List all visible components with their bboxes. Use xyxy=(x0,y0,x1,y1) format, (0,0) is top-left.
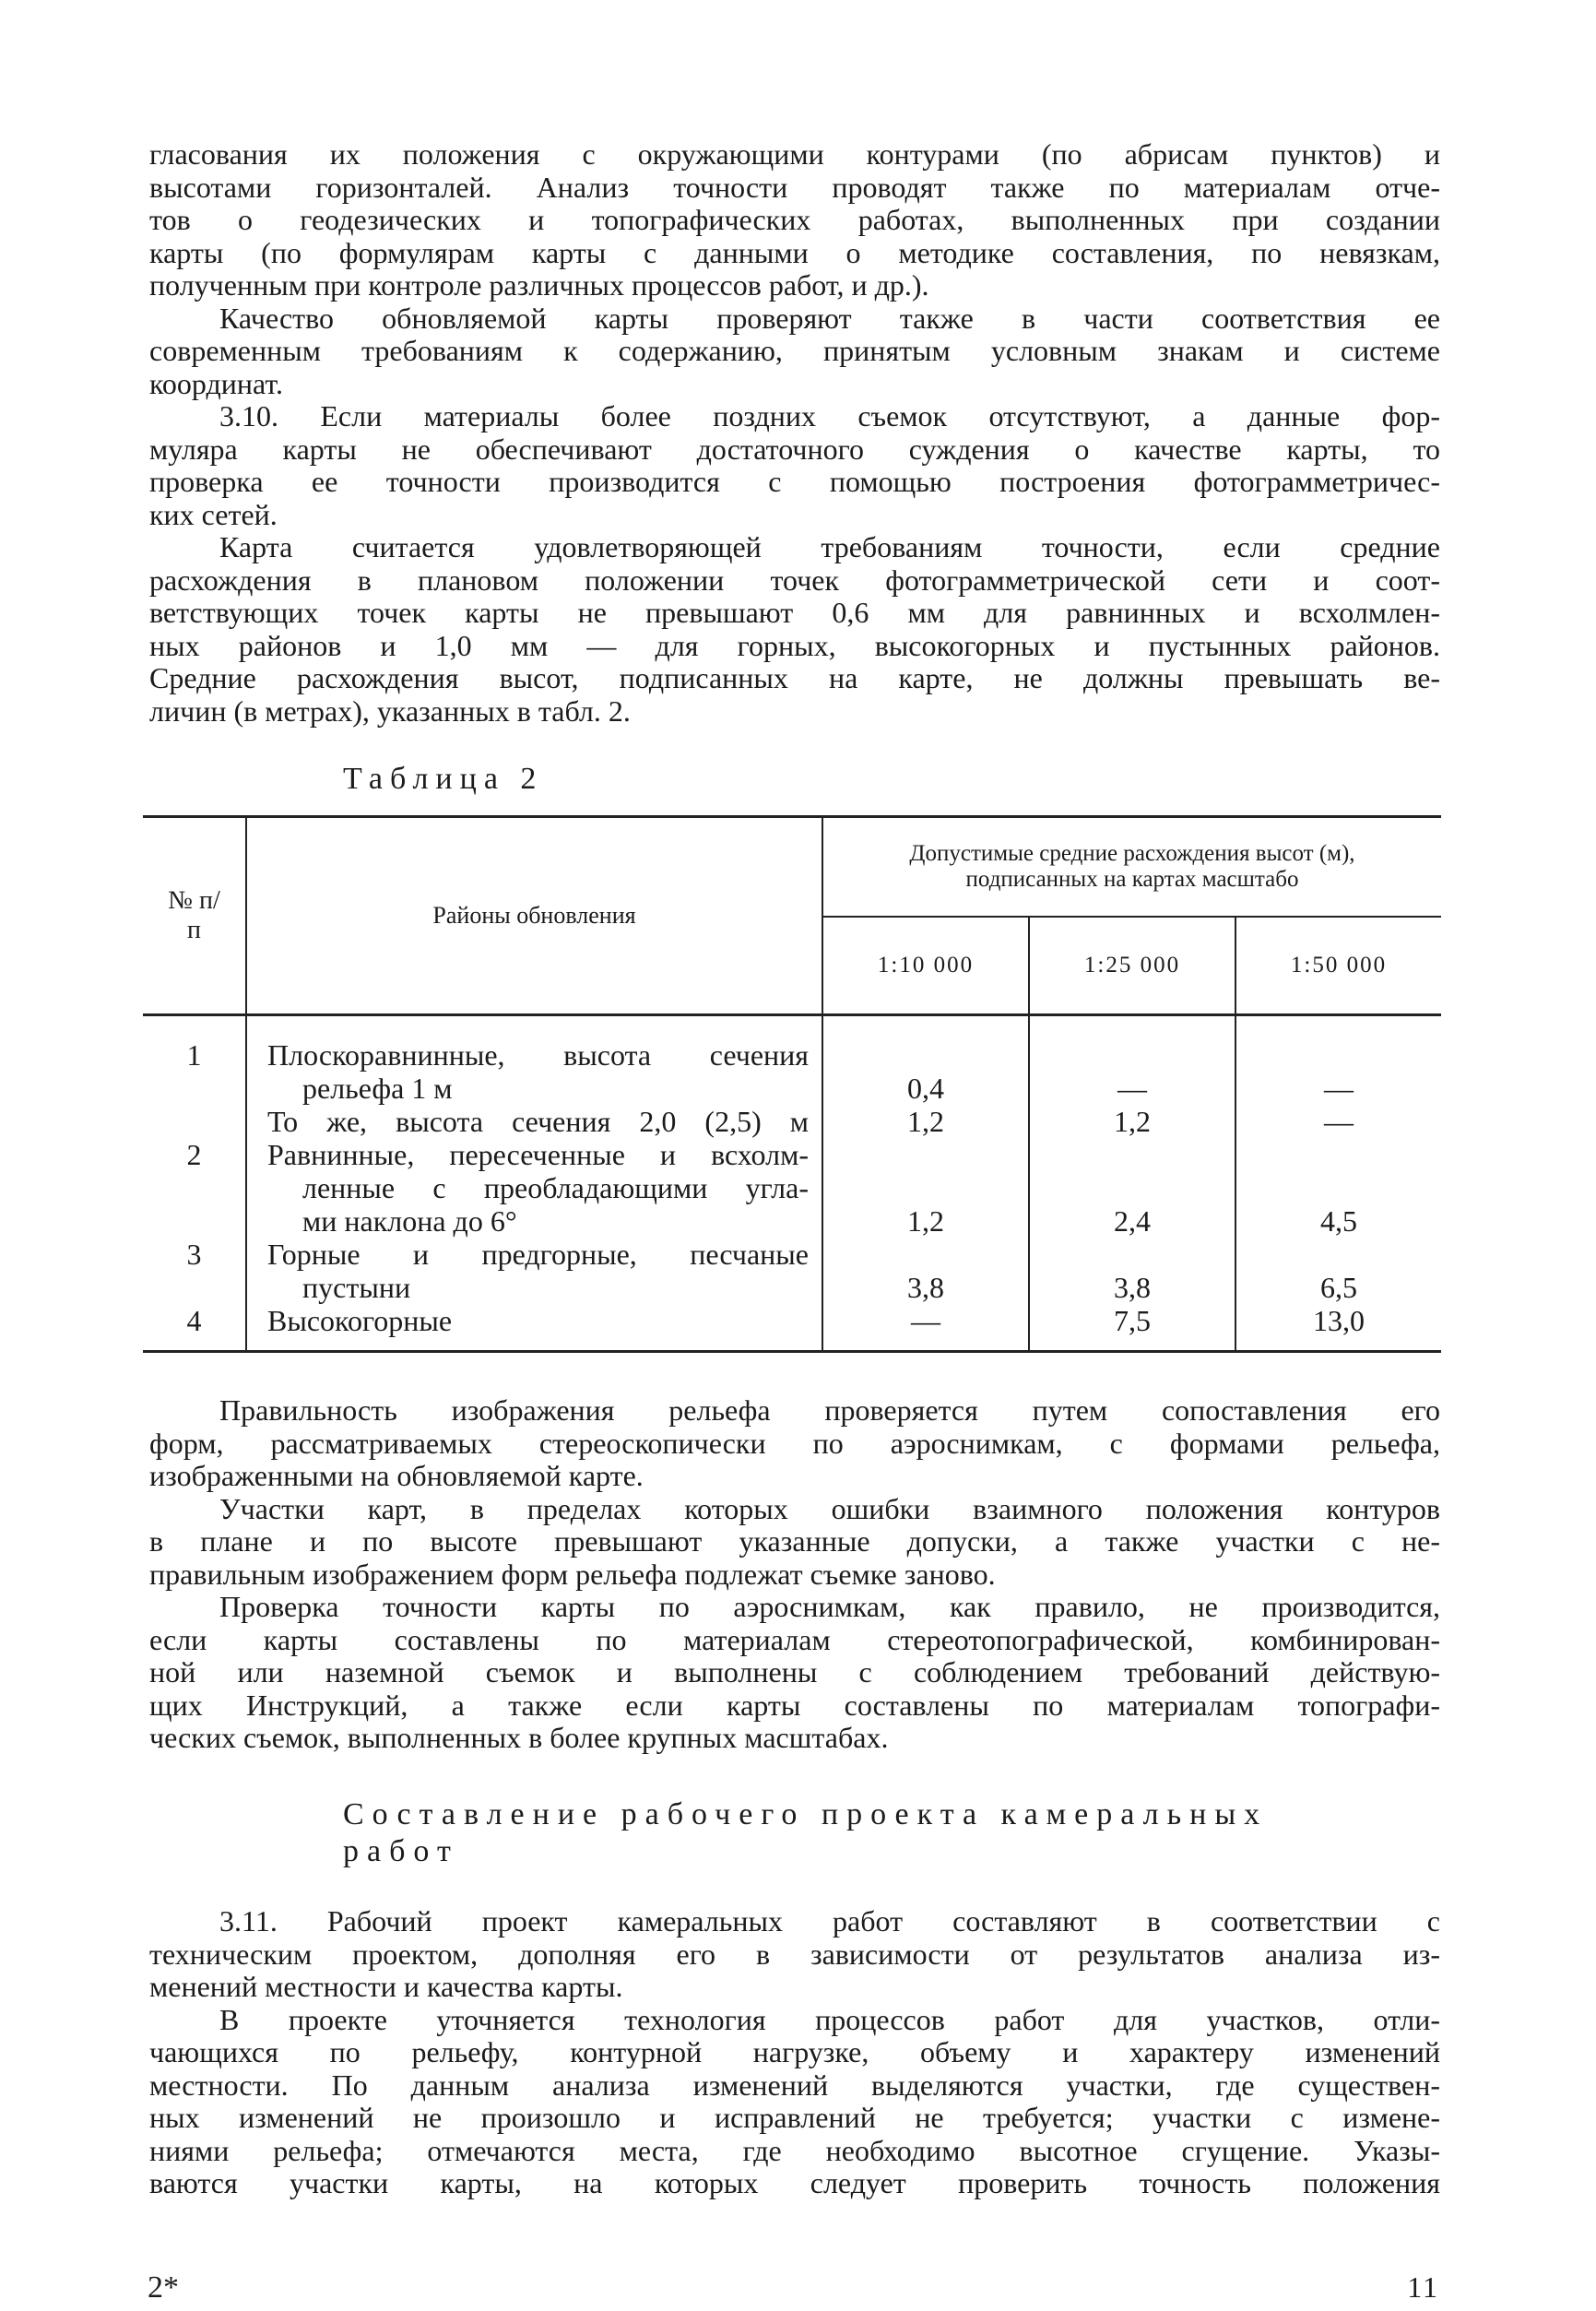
row-numbers-cell xyxy=(143,1015,246,1352)
text-line: современным требованиям к содержанию, принятым условным знакам и системе xyxy=(149,334,1440,367)
text-line: ческих съемок, выполненных в более крупных масштабах. xyxy=(149,1721,889,1754)
column-header-number: № п/п xyxy=(168,886,220,944)
table-caption: Таблица 2 xyxy=(343,762,544,796)
values-cell-1-50000 xyxy=(1235,1015,1441,1352)
text-line: проверка ее точности производится с помощью построения фотограмметричес- xyxy=(149,465,1440,498)
text-line: муляра карты не обеспечивают достаточного суждения о качестве карты, то xyxy=(149,432,1440,466)
text-line: ной или наземной съемок и выполнены с соблюдением требований действую- xyxy=(149,1655,1440,1689)
text-line: Карта считается удовлетворяющей требованиям точности, если средние xyxy=(219,530,1440,563)
row-number: 4 xyxy=(186,1304,202,1337)
value: 0,4 xyxy=(907,1072,944,1105)
text-line: ных районов и 1,0 мм — для горных, высокогорных и пустынных районов. xyxy=(149,628,1440,662)
value: — xyxy=(1324,1072,1354,1105)
value: — xyxy=(1324,1105,1354,1138)
text-line: координат. xyxy=(149,366,283,400)
text-line: ких сетей. xyxy=(149,497,278,531)
text-line: гласования их положения с окружающими контурами (по абрисам пунктов) и xyxy=(149,137,1440,171)
text-line: щих Инструкций, а также если карты составлены по материалам топографи- xyxy=(149,1688,1440,1722)
value: 4,5 xyxy=(1320,1204,1357,1238)
section-title-line: Составление рабочего проекта камеральных xyxy=(343,1797,1269,1831)
value: 3,8 xyxy=(1114,1271,1151,1304)
text-line: изображенными на обновляемой карте. xyxy=(149,1459,644,1492)
scale-header: 1:25 000 xyxy=(1029,917,1235,1015)
values-cell-1-10000 xyxy=(822,1015,1029,1352)
region-line: Плоскоравнинные, высота сечения xyxy=(267,1038,809,1072)
text-line: личин (в метрах), указанных в табл. 2. xyxy=(149,693,631,728)
text-line: высотами горизонталей. Анализ точности проводят также по материалам отче- xyxy=(149,170,1440,204)
text-line: ветствующих точек карты не превышают 0,6 мм для равнинных и всхолмлен- xyxy=(149,596,1440,629)
region-line: Горные и предгорные, песчаные xyxy=(267,1238,809,1271)
text-line: В проекте уточняется технология процессов работ для участков, отли- xyxy=(219,2002,1440,2036)
text-line: чающихся по рельефу, контурной нагрузке, объему и характеру изменений xyxy=(149,2035,1440,2068)
row-number: 3 xyxy=(186,1238,202,1271)
top-text xyxy=(149,138,1440,728)
region-line: ленные с преобладающими угла- xyxy=(302,1171,809,1204)
column-header-group: Допустимые средние расхождения высот (м), подписанных на картах масштабо xyxy=(822,817,1441,918)
text-line: расхождения в плановом положении точек фотограмметрической сети и соот- xyxy=(149,563,1440,597)
row-number xyxy=(143,1105,245,1138)
signature-mark: 2* xyxy=(148,2270,179,2305)
value: 1,2 xyxy=(907,1204,944,1238)
region-line: То же, высота сечения 2,0 (2,5) м xyxy=(267,1105,809,1138)
row-number: 2 xyxy=(186,1138,202,1171)
value: 1,2 xyxy=(907,1105,944,1138)
value: 6,5 xyxy=(1320,1271,1357,1304)
text-line: тов о геодезических и топографических работах, выполненных при создании xyxy=(149,203,1440,236)
text-line: Участки карт, в пределах которых ошибки взаимного положения контуров xyxy=(219,1491,1440,1525)
value: 2,4 xyxy=(1114,1204,1151,1238)
text-line: местности. По данным анализа изменений выделяются участки, где существен- xyxy=(149,2068,1440,2102)
text-line: менений местности и качества карты. xyxy=(149,1970,623,2003)
text-line: Качество обновляемой карты проверяют также в части соответствия ее xyxy=(219,301,1440,335)
section-title-line: работ xyxy=(343,1834,459,1868)
text-line: техническим проектом, дополняя его в зависимости от результатов анализа из- xyxy=(149,1937,1440,1971)
middle-text xyxy=(149,1394,1440,1755)
values-cell-1-25000 xyxy=(1029,1015,1235,1352)
text-line: Правильность изображения рельефа проверяется путем сопоставления его xyxy=(219,1393,1440,1427)
text-line: Проверка точности карты по аэроснимкам, как правило, не производится, xyxy=(219,1590,1440,1623)
text-line: ваются участки карты, на которых следует проверить точность положения xyxy=(149,2166,1440,2199)
text-line: Средние расхождения высот, подписанных на карте, не должны превышать ве- xyxy=(149,661,1440,694)
region-line: ми наклона до 6° xyxy=(302,1204,517,1238)
value: 3,8 xyxy=(907,1271,944,1304)
scale-header: 1:10 000 xyxy=(822,917,1029,1015)
value: 7,5 xyxy=(1114,1304,1151,1337)
region-line: Высокогорные xyxy=(267,1304,453,1337)
row-number: 1 xyxy=(186,1038,202,1072)
text-line: в плане и по высоте превышают указанные допуски, а также участки с не- xyxy=(149,1524,1440,1558)
section-title xyxy=(343,1796,1268,1870)
text-line: карты (по формулярам карты с данными о методике составления, по невязкам, xyxy=(149,235,1440,269)
value: 1,2 xyxy=(1114,1105,1151,1138)
text-line: правильным изображением форм рельефа подлежат съемке заново. xyxy=(149,1557,996,1591)
text-line: ных изменений не произошло и исправлений не требуется; участки с измене- xyxy=(149,2101,1440,2134)
value: 13,0 xyxy=(1313,1304,1365,1337)
region-cell xyxy=(246,1015,822,1352)
value: — xyxy=(911,1304,940,1337)
text-line: 3.10. Если материалы более поздних съемок отсутствуют, а данные фор- xyxy=(219,399,1440,433)
bottom-text xyxy=(149,1905,1440,2200)
text-line: ниями рельефа; отмечаются места, где необходимо высотное сгущение. Указы- xyxy=(149,2133,1440,2167)
scale-header: 1:50 000 xyxy=(1235,917,1441,1015)
text-line: форм, рассматриваемых стереоскопически по аэроснимкам, с формами рельефа, xyxy=(149,1426,1440,1460)
tolerance-table xyxy=(143,815,1441,1353)
text-line: полученным при контроле различных процессов работ, и др.). xyxy=(149,268,929,302)
region-line: Равнинные, пересеченные и всхолм- xyxy=(267,1138,809,1171)
region-line: пустыни xyxy=(302,1271,411,1304)
column-header-region: Районы обновления xyxy=(246,817,822,1015)
text-line: если карты составлены по материалам стереотопографической, комбинирован- xyxy=(149,1622,1440,1656)
text-line: 3.11. Рабочий проект камеральных работ составляют в соответствии с xyxy=(219,1904,1440,1938)
region-line: рельефа 1 м xyxy=(302,1072,453,1105)
page-number: 11 xyxy=(1407,2270,1439,2304)
value: — xyxy=(1117,1072,1147,1105)
